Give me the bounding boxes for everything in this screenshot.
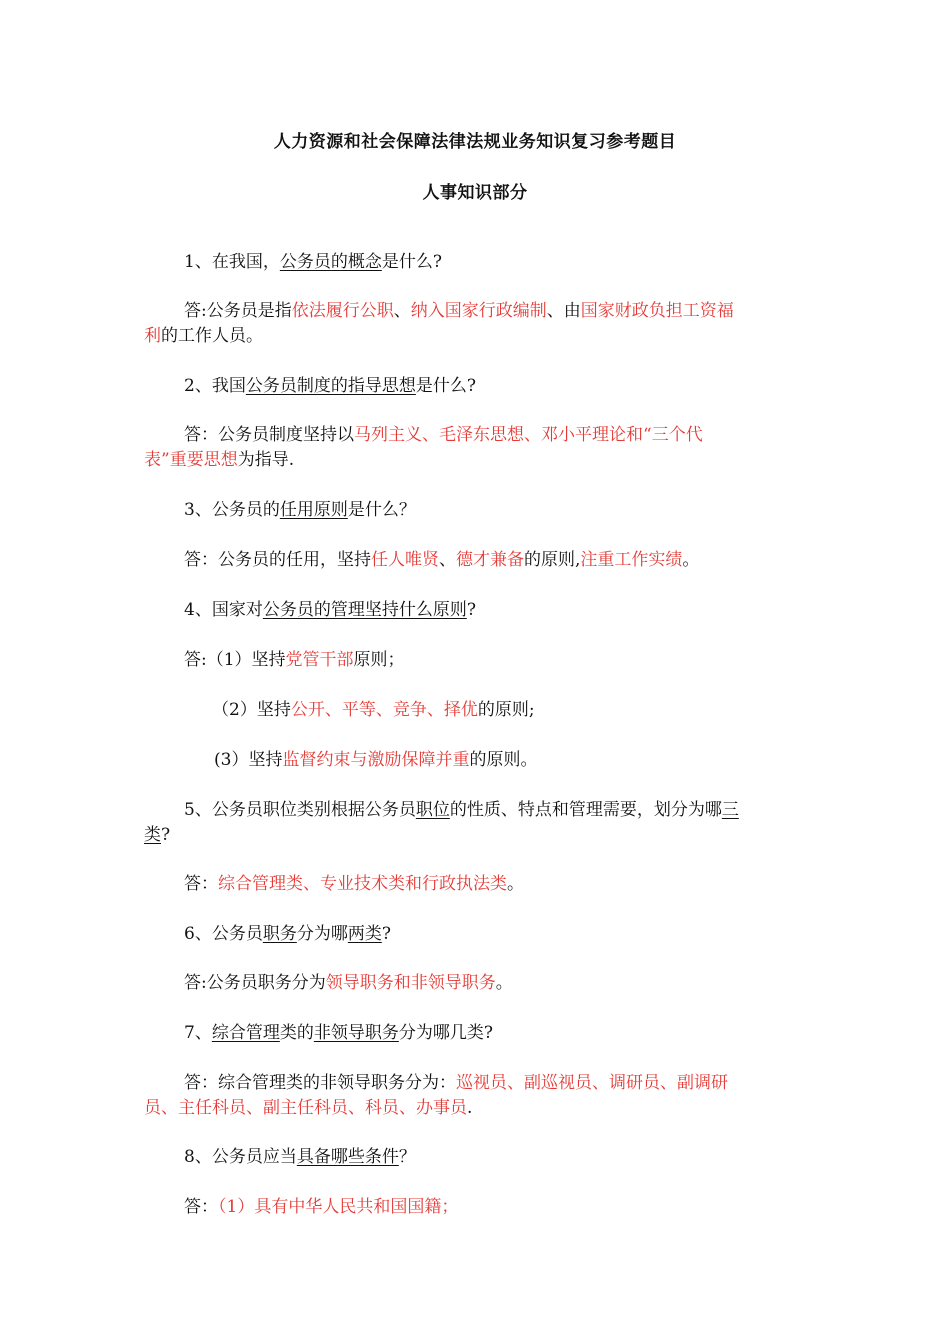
answer-8-line-1: 答：（1）具有中华人民共和国国籍； — [184, 1197, 459, 1217]
answer-1-line-1: 答:公务员是指依法履行公职、纳入国家行政编制、由国家财政负担工资福 — [184, 301, 734, 321]
question-1: 1、在我国，公务员的概念是什么? — [184, 252, 442, 272]
question-5-line-2: 类? — [144, 825, 171, 845]
answer-7-line-2: 员、主任科员、副主任科员、科员、办事员. — [144, 1098, 473, 1118]
question-7: 7、综合管理类的非领导职务分为哪几类? — [184, 1023, 493, 1043]
question-4: 4、国家对公务员的管理坚持什么原则? — [184, 600, 476, 620]
section-subtitle: 人事知识部分 — [422, 183, 528, 203]
answer-3: 答：公务员的任用，坚持任人唯贤、德才兼备的原则,注重工作实绩。 — [184, 550, 700, 570]
answer-4-line-3: (3）坚持监督约束与激励保障并重的原则。 — [214, 750, 538, 770]
answer-4-line-2: （2）坚持公开、平等、竞争、择优的原则; — [212, 700, 535, 720]
answer-6: 答:公务员职务分为领导职务和非领导职务。 — [184, 973, 513, 993]
answer-7-line-1: 答：综合管理类的非领导职务分为：巡视员、副巡视员、调研员、副调研 — [184, 1073, 728, 1093]
answer-5: 答：综合管理类、专业技术类和行政执法类。 — [184, 874, 524, 894]
question-6: 6、公务员职务分为哪两类? — [184, 924, 391, 944]
question-5-line-1: 5、公务员职位类别根据公务员职位的性质、特点和管理需要，划分为哪三 — [184, 800, 739, 820]
answer-2-line-2: 表”重要思想为指导. — [144, 450, 295, 470]
question-2: 2、我国公务员制度的指导思想是什么? — [184, 376, 476, 396]
answer-2-line-1: 答：公务员制度坚持以马列主义、毛泽东思想、邓小平理论和“三个代 — [184, 425, 703, 445]
answer-4-line-1: 答:（1）坚持党管干部原则； — [184, 650, 405, 670]
question-8: 8、公务员应当具备哪些条件？ — [184, 1147, 416, 1167]
question-3: 3、公务员的任用原则是什么？ — [184, 500, 416, 520]
answer-1-line-2: 利的工作人员。 — [144, 326, 263, 346]
document-title: 人力资源和社会保障法律法规业务知识复习参考题目 — [273, 132, 677, 152]
